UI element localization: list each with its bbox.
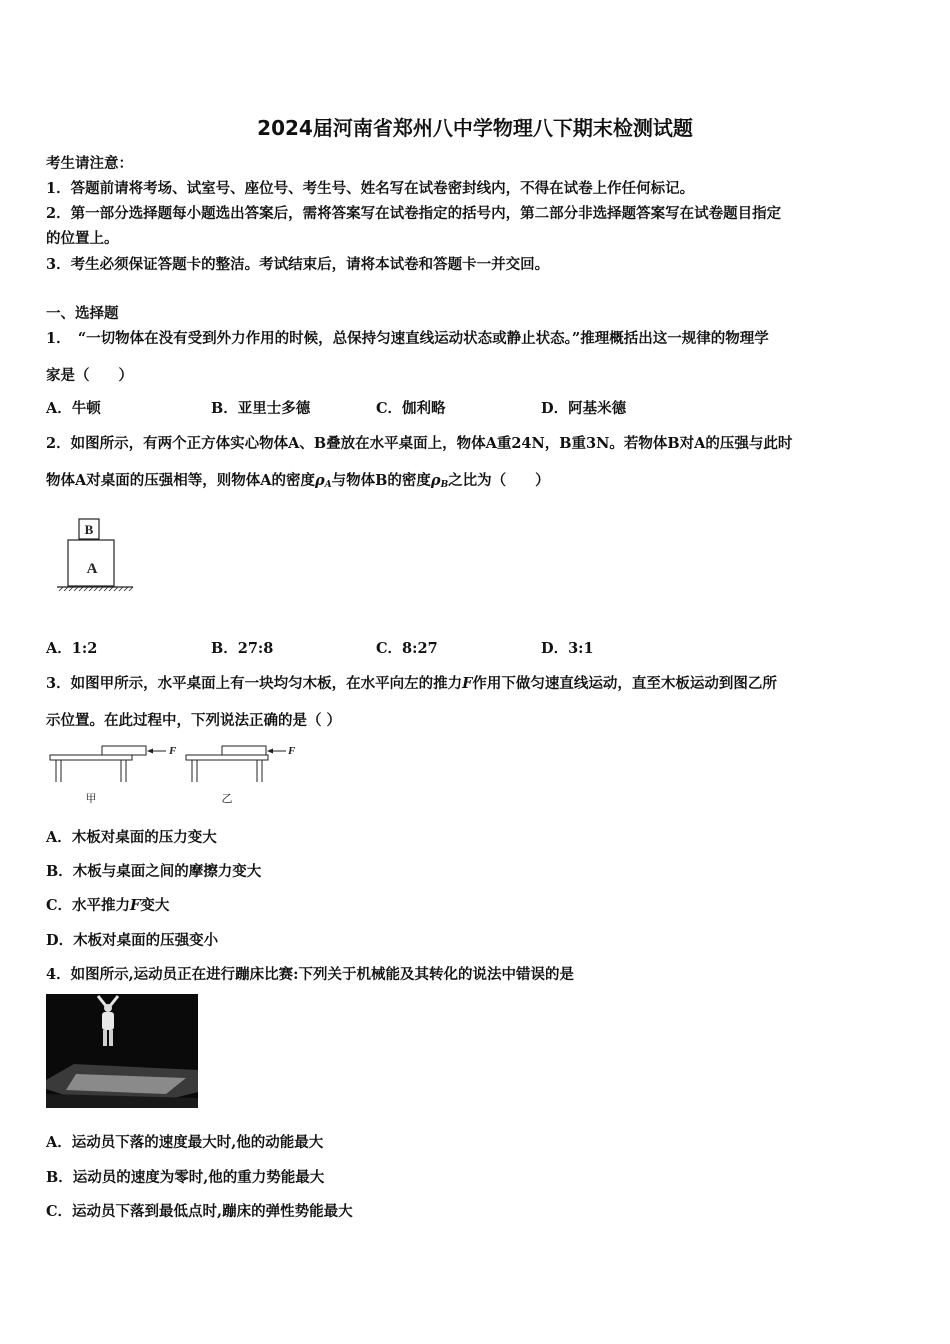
notice-heading: 考生请注意： [46,155,133,172]
q1-line1: 1． “一切物体在没有受到外力作用的时候，总保持匀速直线运动状态或静止状态。”推理概括出这一规律的物理学 [46,330,769,347]
table-left [50,745,177,805]
q2-option-a: A．1:2 [46,640,98,657]
board-right [222,746,266,755]
q2-option-d: D．3:1 [541,640,594,657]
q2-line1: 2．如图所示，有两个正方体实心物体A、B叠放在水平桌面上，物体A重24N，B重3N。若物体B对A的压强与此时 [46,435,793,452]
q4-line1: 4．如图所示,运动员正在进行蹦床比赛:下列关于机械能及其转化的说法中错误的是 [46,966,574,983]
force-label-right: F [288,745,296,757]
q3-option-a: A．木板对桌面的压力变大 [46,829,217,846]
q4-photo-trampoline [46,994,198,1108]
athlete-body [102,1012,114,1030]
q1-option-d: D．阿基米德 [541,400,627,417]
q3-option-b: B．木板与桌面之间的摩擦力变大 [46,863,262,880]
q1-line2: 家是（ ） [46,367,133,384]
q2-option-b: B．27:8 [211,640,274,657]
q2-figure-stacked-cubes [55,515,135,597]
notice-item-3: 3．考生必须保证答题卡的整洁。考试结束后，请将本试卷和答题卡一并交回。 [46,256,550,273]
force-label-left: F [169,745,177,757]
q3-option-c [46,894,169,915]
notice-item-2-cont: 的位置上。 [46,230,119,247]
q3-line1-text-b: 作用下做匀速直线运动，直至木板运动到图乙所 [472,675,777,692]
q2-line2-text-a: 物体A对桌面的压强相等，则物体A的密度 [46,472,315,489]
q3-option-c-text: C．水平推力 [46,897,131,914]
q4-option-a: A．运动员下落的速度最大时,他的动能最大 [46,1134,324,1151]
page-title: 2024届河南省郑州八中学物理八下期末检测试题 [257,116,693,140]
q2-line2-text-c: 之比为（ ） [448,472,550,489]
section-heading: 一、选择题 [46,305,119,322]
caption-yi: 乙 [221,792,233,805]
board-left [102,746,146,755]
force-symbol: F [462,675,473,692]
q3-figure-tables [48,740,308,808]
q2-option-c: C．8:27 [376,640,438,657]
table-right [186,745,296,805]
q3-line1 [46,672,777,693]
q3-option-c-force: F [130,897,141,914]
rho-symbol-a: ρ [315,472,325,489]
q4-option-c: C．运动员下落到最低点时,蹦床的弹性势能最大 [46,1203,353,1220]
rho-subscript-a: A [324,480,332,490]
q1-option-a: A．牛顿 [46,400,101,417]
q2-line2 [46,469,550,490]
q1-option-b: B．亚里士多德 [211,400,311,417]
caption-jia: 甲 [85,792,97,805]
notice-item-2: 2．第一部分选择题每小题选出答案后，需将答案写在试卷指定的括号内，第二部分非选择题答案写在试卷题目指定 [46,205,782,222]
rho-subscript-b: B [440,480,449,490]
q3-line1-text-a: 3．如图甲所示，水平桌面上有一块均匀木板，在水平向左的推力 [46,675,463,692]
rho-symbol-b: ρ [430,472,441,489]
q3-option-d: D．木板对桌面的压强变小 [46,932,219,949]
q4-option-b: B．运动员的速度为零时,他的重力势能最大 [46,1169,325,1186]
q3-line2: 示位置。在此过程中，下列说法正确的是（ ） [46,712,342,729]
notice-item-1: 1．答题前请将考场、试室号、座位号、考生号、姓名写在试卷密封线内，不得在试卷上作任何标记。 [46,180,695,197]
cube-a-label: A [86,561,98,577]
athlete-head [104,1004,112,1012]
q2-line2-text-b: 与物体B的密度 [331,472,431,489]
q3-option-c-tail: 变大 [140,897,170,914]
q1-option-c: C．伽利略 [376,400,446,417]
cube-b-label: B [84,522,94,537]
